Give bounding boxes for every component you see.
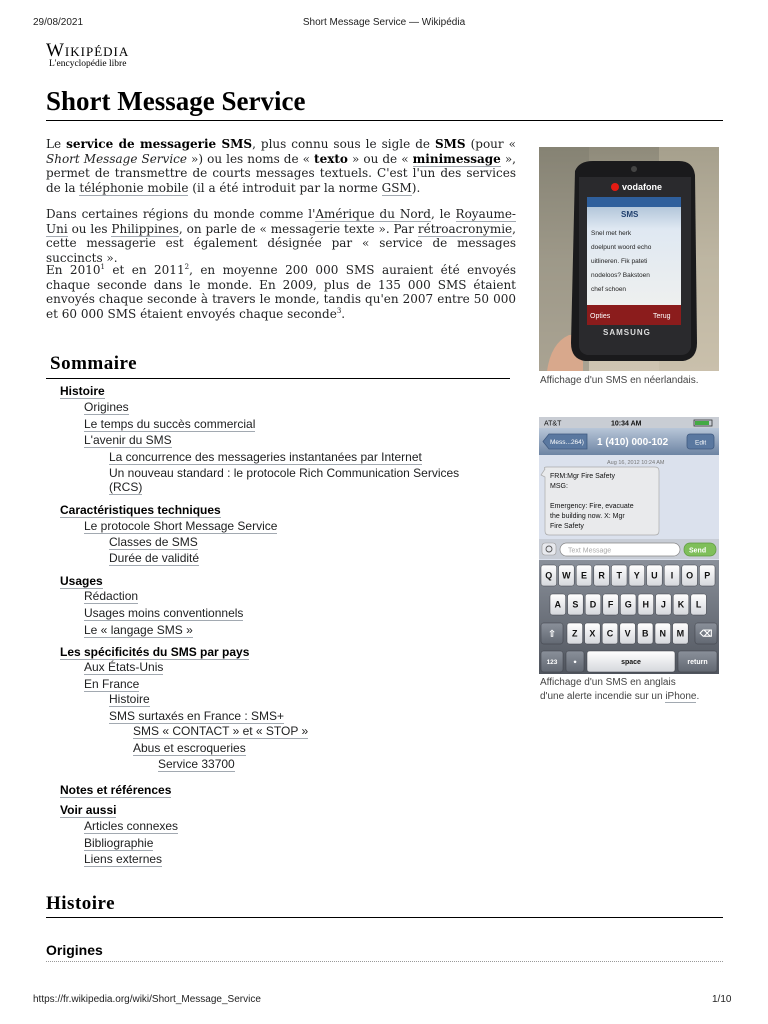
toc-item[interactable]: Rédaction <box>84 589 139 603</box>
bubble-line: the building now. X: Mgr <box>550 513 625 520</box>
toc-title: Sommaire <box>50 353 138 374</box>
text: . <box>341 306 346 321</box>
footnote-ref[interactable]: 1 <box>100 263 105 271</box>
key-c-label: C <box>606 628 614 639</box>
link-amerique-du-nord[interactable]: Amérique du Nord <box>315 207 431 221</box>
link-minimessage[interactable]: minimessage <box>412 151 501 166</box>
text: (il a été introduit par la norme <box>188 180 382 195</box>
link-retroacronymie[interactable]: rétroacronymie <box>417 221 513 236</box>
key-w-label: W <box>562 570 571 581</box>
toc-item[interactable]: Abus et escroqueries <box>133 741 246 755</box>
toc-item[interactable]: Usages <box>60 574 103 588</box>
sms-line: Snel met herk <box>591 230 632 237</box>
key-k-label: K <box>677 599 685 610</box>
backspace-key-label: ⌫ <box>699 628 713 639</box>
toc-rule <box>46 378 510 379</box>
toc-item[interactable]: Articles connexes <box>84 819 179 833</box>
section-histoire-heading: Histoire <box>46 893 116 914</box>
key-f-label: F <box>607 599 614 610</box>
input-placeholder: Text Message <box>568 547 612 555</box>
screen-title: SMS <box>621 210 639 219</box>
text: ») ou les noms de « <box>186 151 315 166</box>
key-y-label: Y <box>633 570 640 581</box>
toc-item[interactable]: Classes de SMS <box>109 535 198 549</box>
key-u-label: U <box>651 570 658 581</box>
key-d-label: D <box>589 599 597 610</box>
key-o-label: O <box>686 570 694 581</box>
toc-item[interactable]: Service 33700 <box>158 757 235 771</box>
toc-item[interactable]: Notes et références <box>60 783 172 797</box>
maker-label: SAMSUNG <box>603 328 651 337</box>
brand-label: vodafone <box>622 182 663 192</box>
key-q-label: Q <box>545 570 553 581</box>
caption-text: . <box>696 691 700 702</box>
bold-term: SMS <box>434 137 466 151</box>
section-rule <box>46 917 723 918</box>
text: et en 2011 <box>104 263 185 277</box>
figure-dutch-sms[interactable] <box>539 147 719 371</box>
link-philippines[interactable]: Philippines <box>111 221 179 236</box>
logo-wordmark: Wikipédia <box>46 40 130 61</box>
text: Le <box>46 137 67 151</box>
softkey-left: Opties <box>590 313 611 320</box>
toc-item[interactable]: Durée de validité <box>109 551 200 565</box>
link-telephonie-mobile[interactable]: téléphonie mobile <box>79 180 189 195</box>
key-e-label: E <box>580 570 588 581</box>
toc-item[interactable]: Un nouveau standard : le protocole Rich Communication Services <box>109 466 460 480</box>
toc-item[interactable]: Le protocole Short Message Service <box>84 519 278 533</box>
text: ). <box>411 180 421 195</box>
text: , on parle de « messagerie texte ». Par <box>178 221 418 236</box>
text: » ou de « <box>347 151 413 166</box>
key-h-label: H <box>642 599 650 610</box>
toc-item[interactable]: Bibliographie <box>84 836 154 850</box>
toc-item[interactable]: En France <box>84 677 140 691</box>
toc-item[interactable]: Le « langage SMS » <box>84 623 193 637</box>
phone-photo <box>539 147 719 371</box>
text: », permet de transmettre de courts messages textuels. C'est l'un des services de la <box>46 151 516 195</box>
key-r-label: R <box>598 570 605 581</box>
logo-tagline: L'encyclopédie libre <box>49 59 127 69</box>
bold-term: texto <box>314 151 348 166</box>
bubble-line: MSG: <box>550 483 568 490</box>
key-t-label: T <box>616 570 622 581</box>
key-x-label: X <box>589 628 596 639</box>
key-b-label: B <box>641 628 649 639</box>
send-button-label: Send <box>689 547 707 555</box>
toc-item[interactable]: L'avenir du SMS <box>84 433 172 447</box>
print-url: https://fr.wikipedia.org/wiki/Short_Message_Service <box>33 994 261 1005</box>
title-rule <box>46 120 723 121</box>
key-g-label: G <box>624 599 632 610</box>
numbers-key-label: 123 <box>546 658 558 666</box>
caption-text: Affichage d'un SMS en anglais <box>540 677 676 688</box>
key-i-label: I <box>670 570 674 581</box>
print-page-number: 1/10 <box>712 994 732 1005</box>
sms-line: chef schoen <box>591 286 627 293</box>
figure-caption-1: Affichage d'un SMS en néerlandais. <box>540 375 699 386</box>
clock-label: 10:34 AM <box>611 420 642 428</box>
text: , cette messagerie est également désignée par « service de messages succincts ». <box>46 221 516 265</box>
sms-line: doelpunt woord echo <box>591 244 652 251</box>
text: , le <box>430 207 456 221</box>
return-key-label: return <box>687 659 708 667</box>
toc-item[interactable]: Aux États-Unis <box>84 660 164 674</box>
toc-item[interactable]: Le temps du succès commercial <box>84 417 256 431</box>
toc-item[interactable]: Voir aussi <box>60 803 117 817</box>
key-m-label: M <box>676 628 685 639</box>
camera-button[interactable] <box>542 543 556 555</box>
bubble-line: FRM:Mgr Fire Safety <box>550 473 615 480</box>
intro-paragraph-1 <box>46 137 516 195</box>
figure-iphone-sms[interactable] <box>539 417 719 674</box>
figure-caption-2 <box>540 676 699 704</box>
link-royaume-uni[interactable]: Royaume-Uni <box>46 207 516 236</box>
key-a-label: A <box>554 599 562 610</box>
bubble-line: Emergency: Fire, evacuate <box>550 503 634 510</box>
key-l-label: L <box>695 599 702 610</box>
intro-paragraph-2 <box>46 207 516 265</box>
shift-key-label: ⇧ <box>548 628 556 639</box>
message-date: Aug 16, 2012 10:24 AM <box>607 460 665 466</box>
print-title: Short Message Service — Wikipédia <box>302 17 466 28</box>
toc-item[interactable]: La concurrence des messageries instantanées par Internet <box>109 450 422 464</box>
iphone-screenshot <box>539 417 719 674</box>
caption-text: d'une alerte incendie sur un <box>540 691 666 702</box>
edit-button-label: Edit <box>695 439 707 447</box>
sms-line: nodeloos? Bakstoen <box>591 272 650 279</box>
toc-item[interactable]: Origines <box>84 400 129 414</box>
carrier-label: AT&T <box>544 420 562 428</box>
back-button-label: Mess...264) <box>550 439 584 446</box>
contact-number: 1 (410) 000-102 <box>597 437 669 448</box>
toc-item[interactable]: Histoire <box>60 384 105 398</box>
key-v-label: V <box>624 628 631 639</box>
link-gsm[interactable]: GSM <box>381 180 412 195</box>
space-key-label: space <box>621 659 641 667</box>
toc-item[interactable]: Usages moins conventionnels <box>84 606 244 620</box>
footnote-ref[interactable]: 2 <box>184 263 190 271</box>
section-origines-heading: Origines <box>46 942 103 958</box>
toc-item[interactable]: Liens externes <box>84 852 163 866</box>
footnote-ref[interactable]: 3 <box>336 306 342 315</box>
key-z-label: Z <box>572 628 578 639</box>
key-j-label: J <box>660 599 666 610</box>
text: (pour « <box>465 137 516 151</box>
page-title: Short Message Service <box>46 86 306 116</box>
key-s-label: S <box>572 599 579 610</box>
toc-item[interactable]: Les spécificités du SMS par pays <box>60 645 250 659</box>
toc-item[interactable]: (RCS) <box>109 480 143 494</box>
toc-item[interactable]: Caractéristiques techniques <box>60 503 221 517</box>
text: , en moyenne 200 000 SMS auraient été envoyés chaque seconde dans le monde. En 2009, plus de 135 000 SMS étaient envoyés chaque seconde à travers le monde, tandis qu'en 2007 entre 50 000 et 60 000 SMS étaient envoyés chaque seconde <box>46 263 517 321</box>
microphone-key-label: ● <box>573 659 577 666</box>
text: Dans certaines régions du monde comme l' <box>46 207 316 221</box>
text: En 2010 <box>46 263 101 277</box>
text: , plus connu sous le sigle de <box>252 137 435 151</box>
toc-item[interactable]: SMS « CONTACT » et « STOP » <box>133 724 309 738</box>
bubble-line: Fire Safety <box>550 523 584 530</box>
key-p-label: P <box>704 570 711 581</box>
softkey-right: Terug <box>653 313 671 320</box>
sms-line: uitlineren. Fik pateti <box>591 258 648 265</box>
key-n-label: N <box>659 628 667 639</box>
section-divider <box>46 961 723 962</box>
print-date: 29/08/2021 <box>33 17 84 28</box>
italic-term: Short Message Service <box>46 151 187 166</box>
bold-term: service de messagerie SMS <box>66 137 253 151</box>
text: ou les <box>67 221 112 236</box>
toc-item[interactable]: SMS surtaxés en France : SMS+ <box>109 709 285 723</box>
toc-item[interactable]: Histoire <box>109 692 150 706</box>
link-iphone[interactable]: iPhone <box>665 691 697 702</box>
intro-paragraph-3 <box>46 263 516 321</box>
